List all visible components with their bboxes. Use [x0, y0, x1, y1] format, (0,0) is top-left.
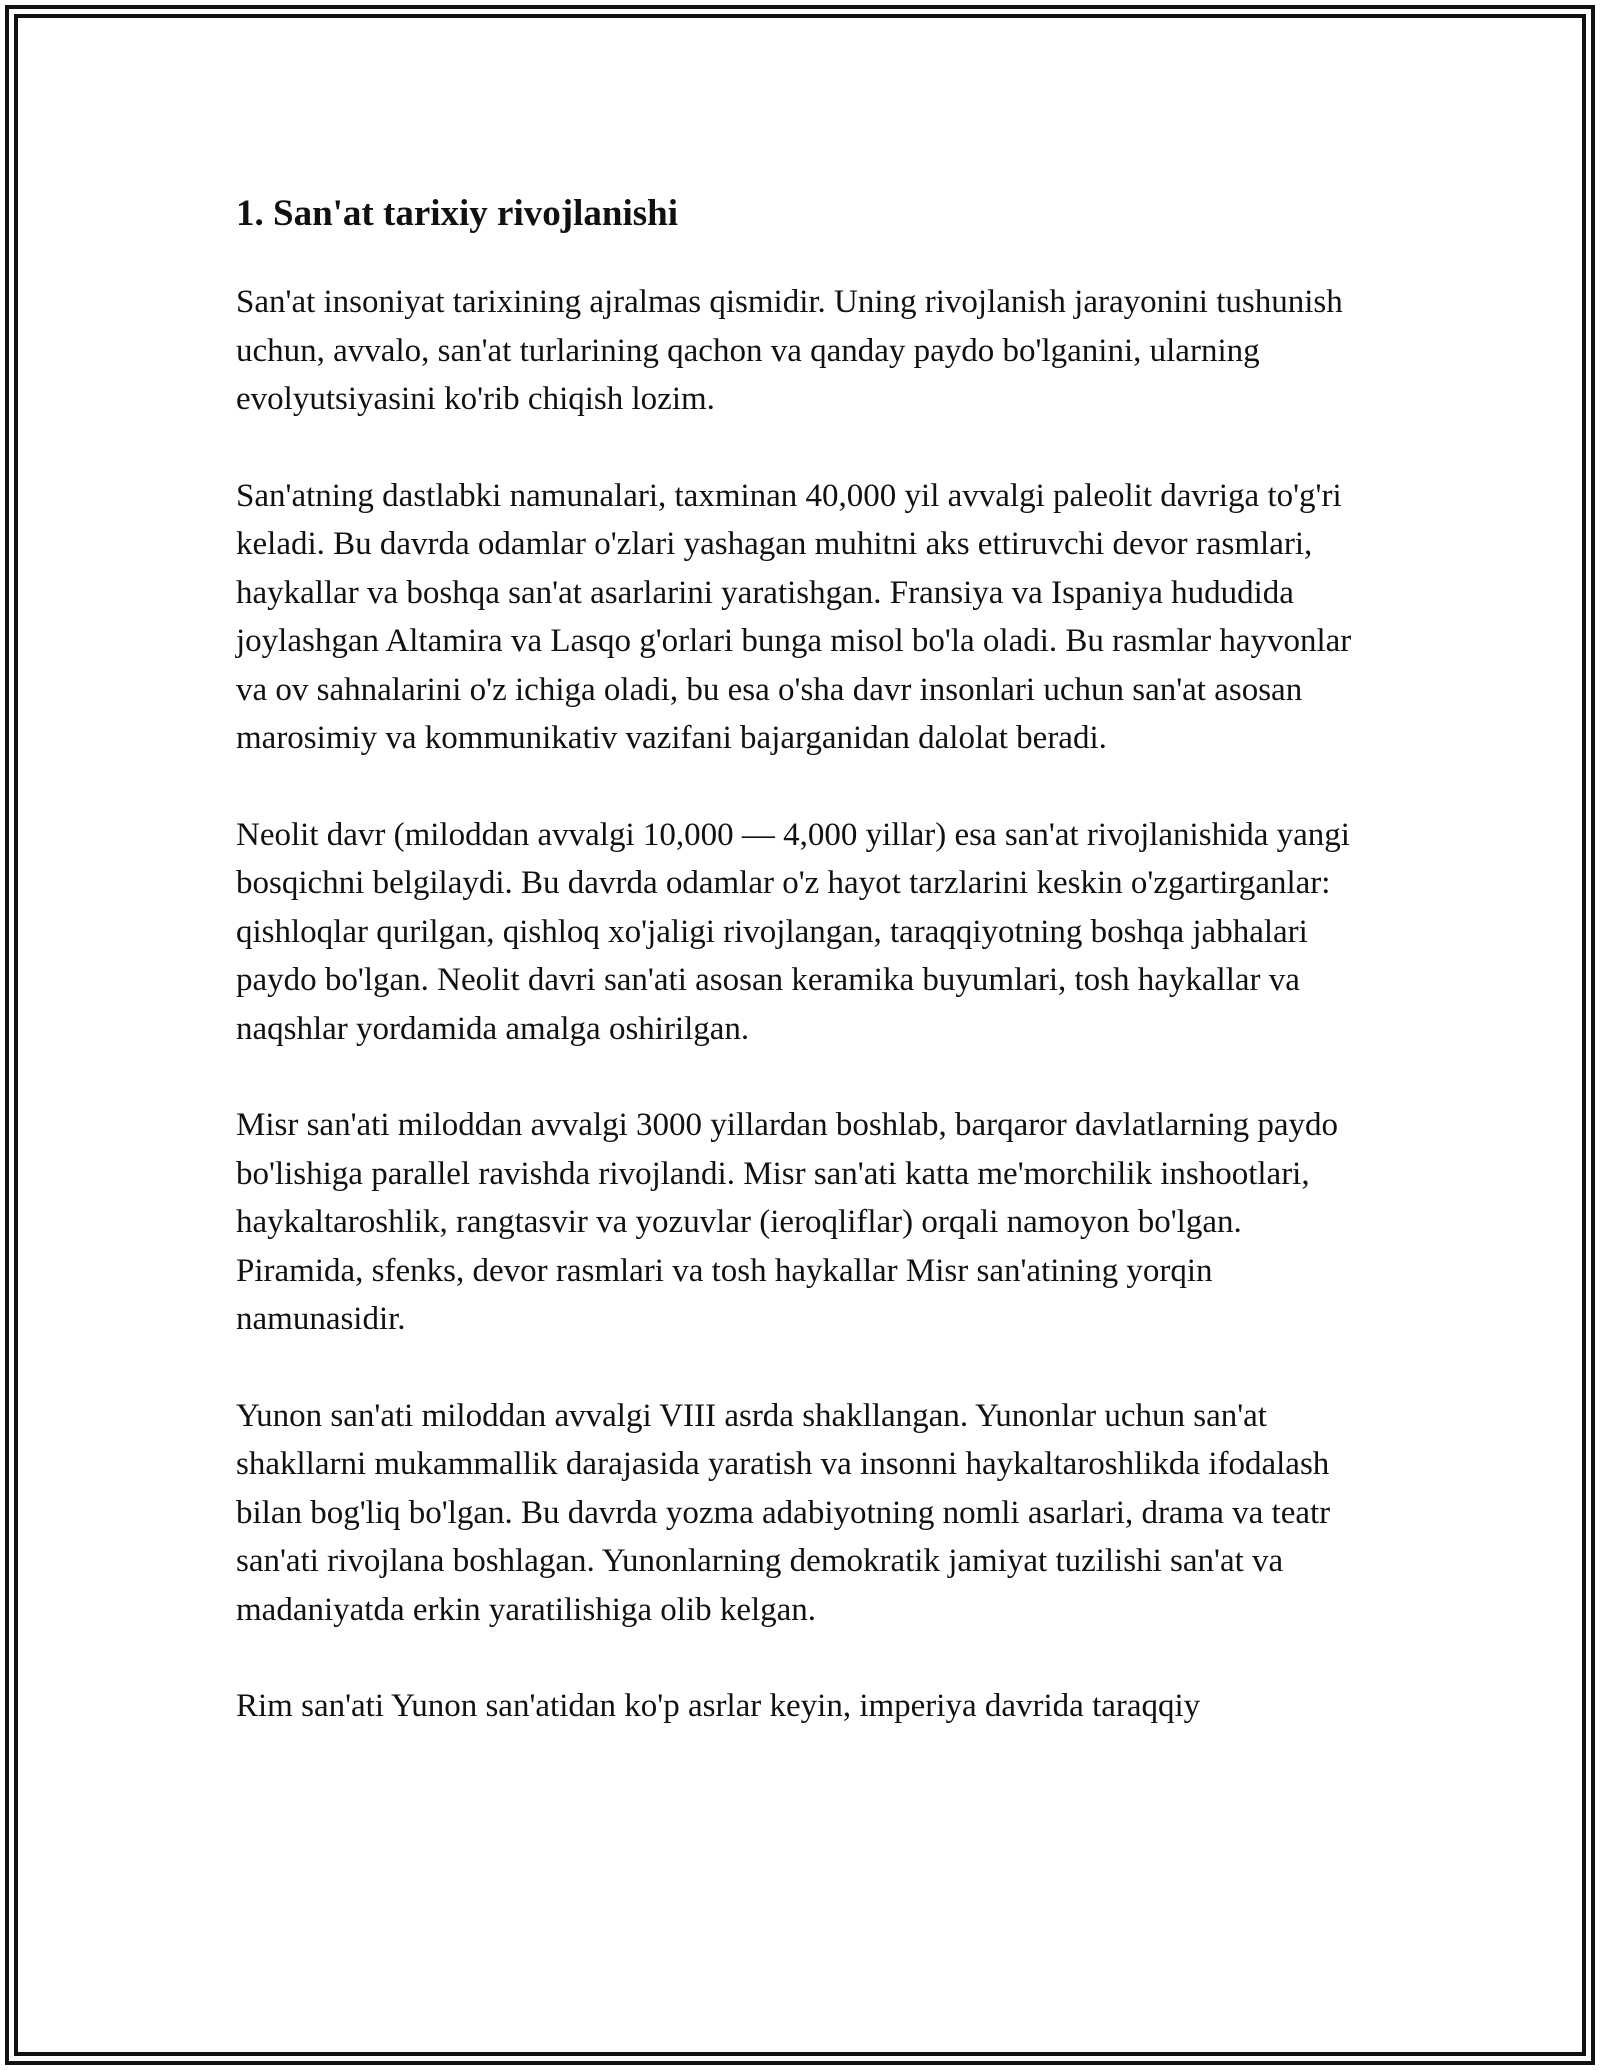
paragraph-neolithic: Neolit davr (miloddan avvalgi 10,000 — 4,000 yillar) esa san'at rivojlanishida yangi bosqichni belgilaydi. Bu davrda odamlar o'z hayot tarzlarini keskin o'zgartirganlar: qishloqlar qurilgan, qishloq xo'jaligi rivojlangan, taraqqiyotning boshqa jabhalari paydo bo'lgan. Neolit davri san'ati asosan keramika buyumlari, tosh haykallar va naqshlar yordamida amalga oshirilgan. — [236, 816, 1350, 1047]
paragraph-greek: Yunon san'ati miloddan avvalgi VIII asrda shakllangan. Yunonlar uchun san'at shakllarni mukammallik darajasida yaratish va insonni haykaltaroshlikda ifodalash bilan bog'liq bo'lgan. Bu davrda yozma adabiyotning nomli asarlari, drama va teatr san'ati rivojlana boshlagan. Yunonlarning demokratik jamiyat tuzilishi san'at va madaniyatda erkin yaratilishiga olib kelgan. — [236, 1397, 1331, 1628]
document-body — [236, 184, 1376, 1731]
paragraph-paleolithic: San'atning dastlabki namunalari, taxminan 40,000 yil avvalgi paleolit davriga to'g'ri keladi. Bu davrda odamlar o'zlari yashagan muhitni aks ettiruvchi devor rasmlari, haykallar va boshqa san'at asarlarini yaratishgan. Fransiya va Ispaniya hududida joylashgan Altamira va Lasqo g'orlari bunga misol bo'la oladi. Bu rasmlar hayvonlar va ov sahnalarini o'z ichiga oladi, bu esa o'sha davr insonlari uchun san'at asosan marosimiy va kommunikativ vazifani bajarganidan dalolat beradi. — [236, 477, 1352, 756]
paragraph-introduction: San'at insoniyat tarixining ajralmas qismidir. Uning rivojlanish jarayonini tushunish uchun, avvalo, san'at turlarining qachon va qanday paydo bo'lganini, ularning evolyutsiyasini ko'rib chiqish lozim. — [236, 284, 1343, 417]
paragraph-egyptian: Misr san'ati miloddan avvalgi 3000 yillardan boshlab, barqaror davlatlarning paydo bo'lishiga parallel ravishda rivojlandi. Misr san'ati katta me'morchilik inshootlari, haykaltaroshlik, rangtasvir va yozuvlar (ieroqliflar) orqali namoyon bo'lgan. Piramida, sfenks, devor rasmlari va tosh haykallar Misr san'atining yorqin namunasidir. — [236, 1107, 1339, 1337]
paragraph-roman: Rim san'ati Yunon san'atidan ko'p asrlar keyin, imperiya davrida taraqqiy — [236, 1688, 1201, 1724]
section-title: 1. San'at tarixiy rivojlanishi — [236, 193, 678, 234]
